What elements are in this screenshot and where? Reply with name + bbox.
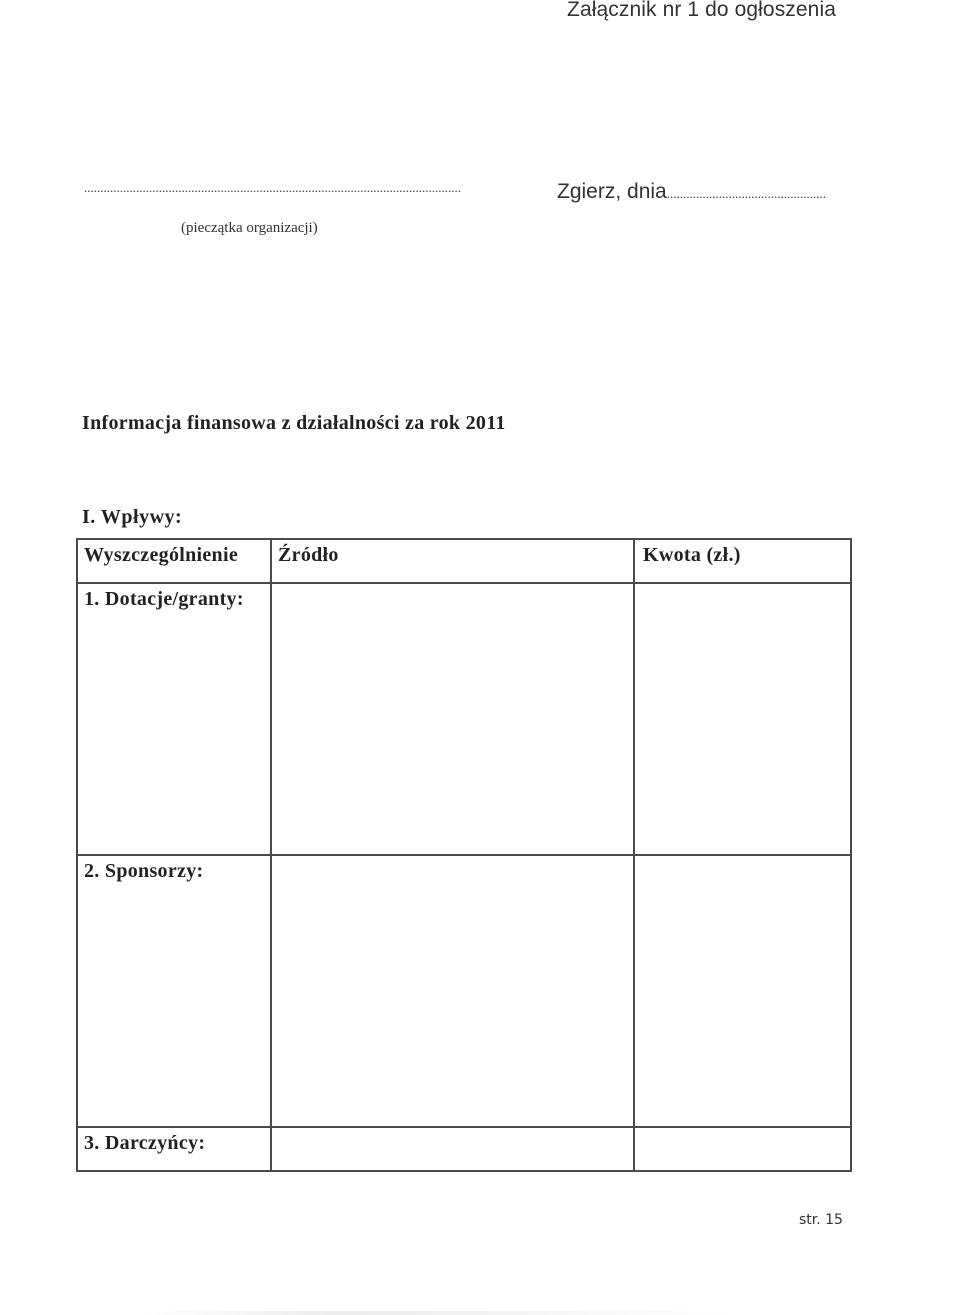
cell-source-sponsors[interactable]: [271, 855, 634, 1127]
annex-label: Załącznik nr 1 do ogłoszenia: [567, 0, 836, 21]
table-row: [77, 1127, 851, 1171]
place-date: [557, 180, 826, 204]
row-label-donors: 3. Darczyńcy:: [77, 1127, 271, 1171]
place-date-dots: .................................................: [666, 186, 826, 201]
row-label-grants: 1. Dotacje/granty:: [77, 583, 271, 855]
table-row: [77, 855, 851, 1127]
cell-amount-sponsors[interactable]: [634, 855, 851, 1127]
column-header-description: Wyszczególnienie: [77, 539, 271, 583]
stamp-caption: (pieczątka organizacji): [181, 220, 318, 236]
table-header-row: [77, 539, 851, 583]
row-label-sponsors: 2. Sponsorzy:: [77, 855, 271, 1127]
table-row: [77, 583, 851, 855]
place-date-label: Zgierz, dnia: [557, 180, 667, 203]
cell-amount-grants[interactable]: [634, 583, 851, 855]
section-heading-income: I. Wpływy:: [82, 506, 183, 528]
column-header-amount: Kwota (zł.): [634, 539, 851, 583]
page-number: str. 15: [799, 1212, 843, 1228]
cell-source-grants[interactable]: [271, 583, 634, 855]
income-table: [76, 538, 852, 1172]
cell-amount-donors[interactable]: [634, 1127, 851, 1171]
scan-edge-shadow: [140, 1311, 740, 1315]
document-title: Informacja finansowa z działalności za rok 2011: [82, 412, 506, 434]
column-header-source: Źródło: [271, 539, 634, 583]
cell-source-donors[interactable]: [271, 1127, 634, 1171]
stamp-line: ....................................................................................................................: [84, 180, 461, 195]
